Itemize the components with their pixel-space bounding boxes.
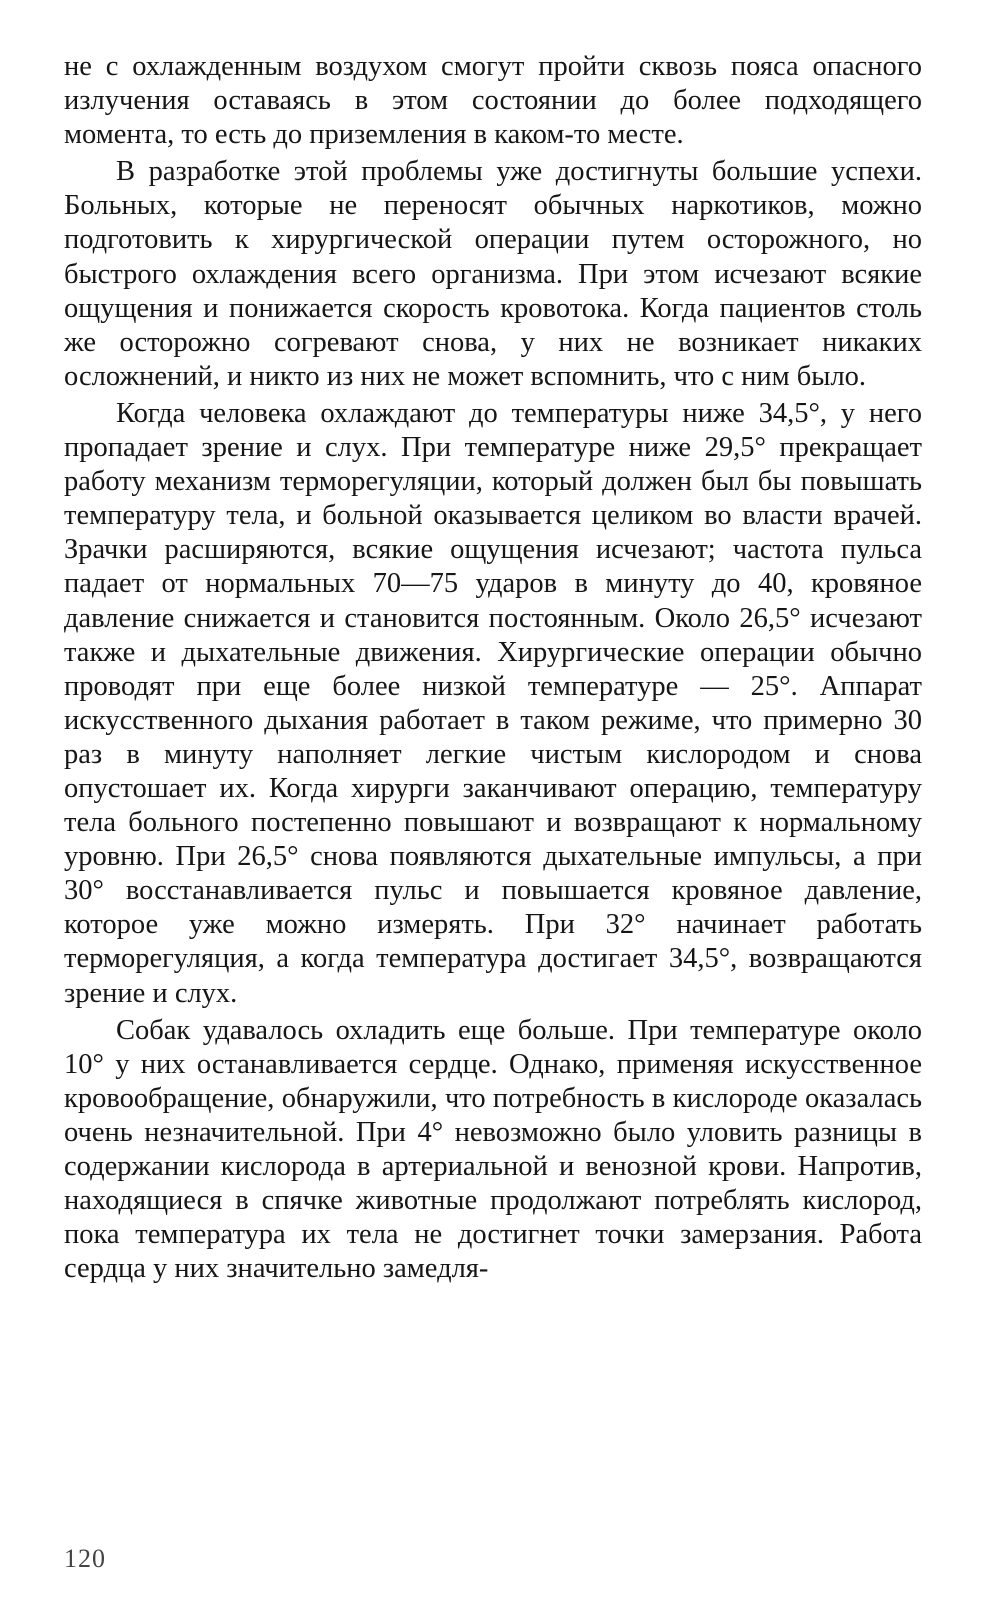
paragraph-3: Когда человека охлаждают до температуры ниже 34,5°, у него пропадает зрение и слух. При температуре ниже 29,5° прекращает работу механизм терморегуляции, который должен был бы повышать температуру тела, и больной оказывается целиком во власти врачей. Зрачки расширяются, всякие ощущения исчезают; частота пульса падает от нормальных 70—75 ударов в минуту до 40, кровяное давление снижается и становится постоянным. Около 26,5° исчезают также и дыхательные движения. Хирургические операции обычно проводят при еще более низкой температуре — 25°. Аппарат искусственного дыхания работает в таком режиме, что примерно 30 раз в минуту наполняет легкие чистым кислородом и снова опустошает их. Когда хирурги заканчивают операцию, температуру тела больного постепенно повышают и возвращают к нормальному уровню. При 26,5° снова появляются дыхательные импульсы, а при 30° восстанавливается пульс и повышается кровяное давление, которое уже можно измерять. При 32° начинает работать терморегуляция, а когда температура достигает 34,5°, возвращаются зрение и слух. xyxy=(64,397,922,1009)
page-number: 120 xyxy=(64,1544,106,1573)
paragraph-2: В разработке этой проблемы уже достигнуты большие успехи. Больных, которые не переносят обычных наркотиков, можно подготовить к хирургической операции путем осторожного, но быстрого охлаждения всего организма. При этом исчезают всякие ощущения и понижается скорость кровотока. Когда пациентов столь же осторожно согревают снова, у них не возникает никаких осложнений, и никто из них не может вспомнить, что с ним было. xyxy=(64,156,922,392)
paragraph-1: не с охлажденным воздухом смогут пройти сквозь пояса опасного излучения оставаясь в этом состоянии до более подходящего момента, то есть до приземления в каком-то месте. xyxy=(64,51,922,151)
paragraph-4: Собак удавалось охладить еще больше. При температуре около 10° у них останавливается сердце. Однако, применяя искусственное кровообращение, обнаружили, что потребность в кислороде оказалась очень незначительной. При 4° невозможно было уловить разницы в содержании кислорода в артериальной и венозной крови. Напротив, находящиеся в спячке животные продолжают потреблять кислород, пока температура их тела не достигнет точки замерзания. Работа сердца у них значительно замедля- xyxy=(64,1014,922,1285)
page-text-block xyxy=(64,50,922,1286)
